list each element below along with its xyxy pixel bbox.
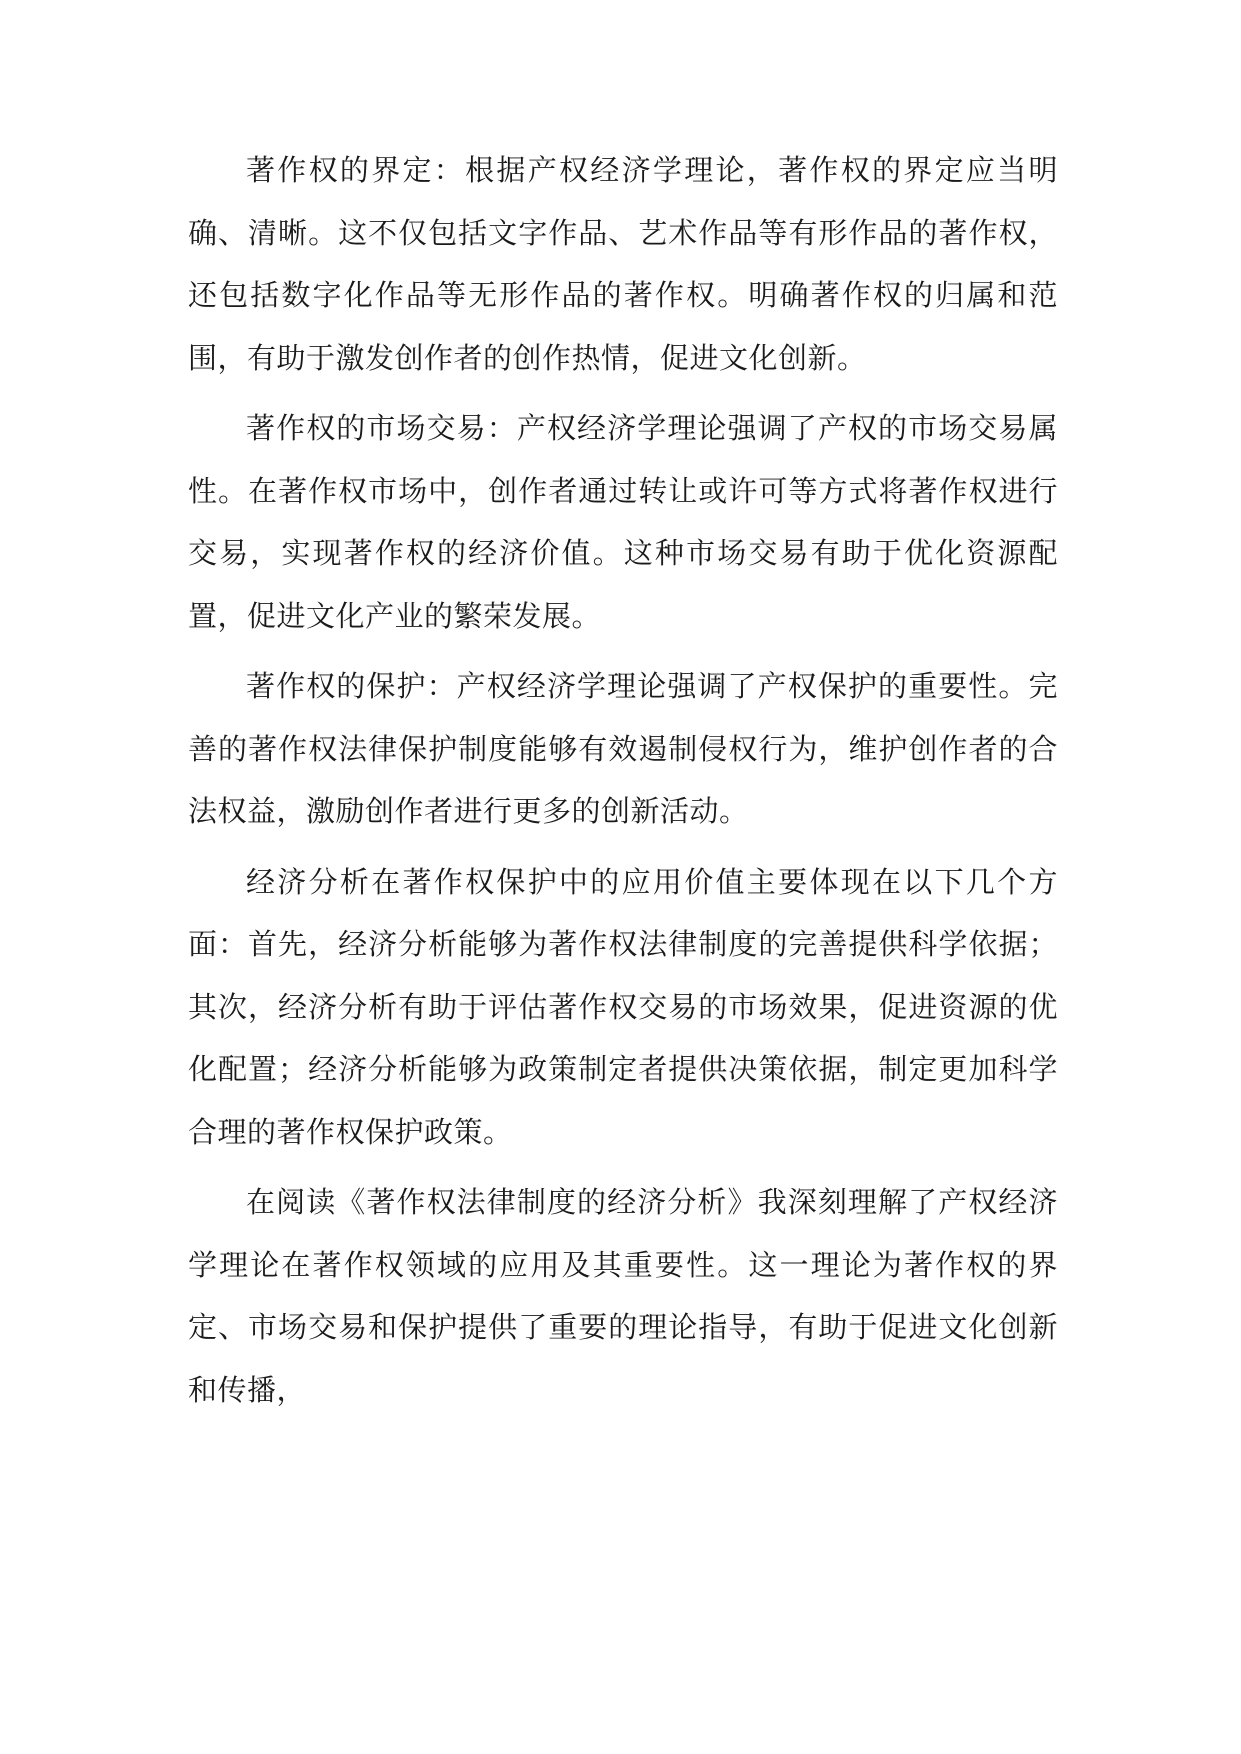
- paragraph-protection: 著作权的保护：产权经济学理论强调了产权保护的重要性。完善的著作权法律保护制度能够有效遏制侵权行为，维护创作者的合法权益，激励创作者进行更多的创新活动。: [188, 669, 1058, 828]
- paragraph-market-trade: 著作权的市场交易：产权经济学理论强调了产权的市场交易属性。在著作权市场中，创作者通过转让或许可等方式将著作权进行交易，实现著作权的经济价值。这种市场交易有助于优化资源配置，促进文化产业的繁荣发展。: [188, 411, 1058, 633]
- document-body: [188, 139, 1058, 1429]
- paragraph-reflection: 在阅读《著作权法律制度的经济分析》我深刻理解了产权经济学理论在著作权领域的应用及其重要性。这一理论为著作权的界定、市场交易和保护提供了重要的理论指导，有助于促进文化创新和传播，: [188, 1185, 1058, 1407]
- paragraph-definition: 著作权的界定：根据产权经济学理论，著作权的界定应当明确、清晰。这不仅包括文字作品、艺术作品等有形作品的著作权，还包括数字化作品等无形作品的著作权。明确著作权的归属和范围，有助于激发创作者的创作热情，促进文化创新。: [188, 153, 1058, 375]
- paragraph-application-value: 经济分析在著作权保护中的应用价值主要体现在以下几个方面：首先，经济分析能够为著作权法律制度的完善提供科学依据；其次，经济分析有助于评估著作权交易的市场效果，促进资源的优化配置；经济分析能够为政策制定者提供决策依据，制定更加科学合理的著作权保护政策。: [188, 864, 1058, 1149]
